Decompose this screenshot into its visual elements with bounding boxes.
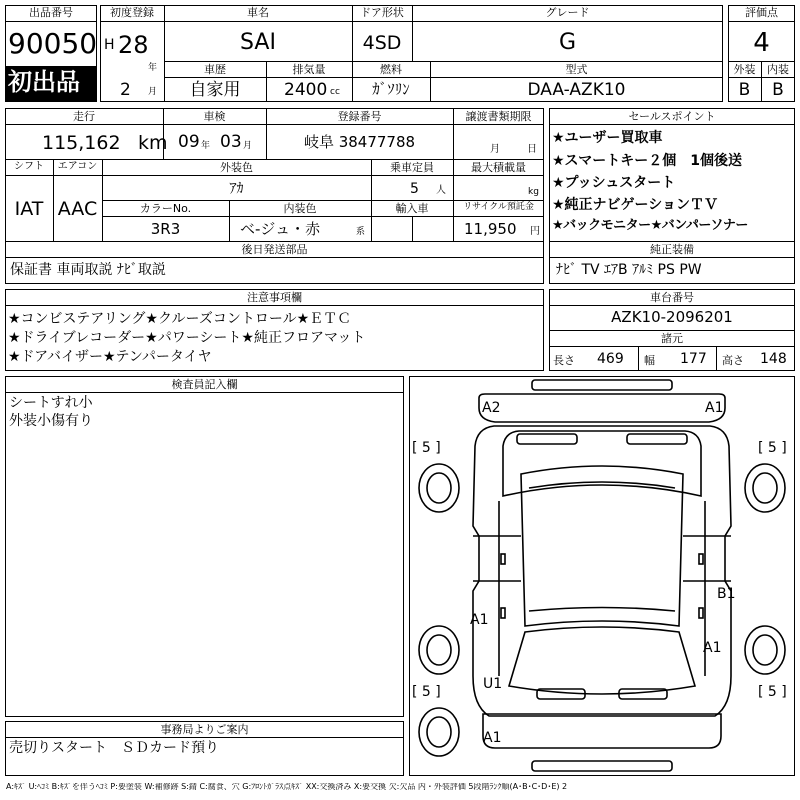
length: 469 — [597, 351, 624, 367]
wheel-rear-left-inner — [427, 635, 451, 665]
caution-line-1: ★コンビステアリング★クルーズコントロール★ＥＴＣ — [8, 311, 352, 327]
sales-line-5: ★バックモニター★バンパーソナー — [552, 218, 748, 233]
hood-outline — [503, 431, 701, 496]
interior-grade: B — [772, 80, 784, 100]
score: 4 — [753, 28, 770, 58]
wheel-front-left — [419, 464, 459, 512]
shift-label: シフト — [14, 161, 44, 172]
model: DAA-AZK10 — [527, 80, 626, 100]
rear-window-line — [529, 608, 675, 612]
mileage-label: 走行 — [73, 110, 95, 123]
inspection-label: 車検 — [203, 110, 226, 123]
caution-line-2: ★ドライブレコーダー★パワーシート★純正フロアマット — [8, 330, 366, 346]
capacity-label: 乗車定員 — [390, 161, 434, 174]
damage-mark-3: [ 5 ] — [412, 440, 441, 456]
load-label: 最大積載量 — [471, 161, 526, 174]
rear-bumper-shape — [483, 714, 721, 748]
damage-mark-10: [ 5 ] — [758, 684, 787, 700]
wheel-rear-right — [745, 626, 785, 674]
first-listing-label: 初出品 — [8, 68, 80, 96]
reg-year: 28 — [118, 31, 149, 59]
mileage-unit: km — [138, 132, 168, 154]
wheel-front-left-inner — [427, 473, 451, 503]
sales-label: セールスポイント — [628, 110, 716, 123]
spare-wheel-inner — [427, 717, 451, 747]
displacement-unit: cc — [330, 87, 340, 97]
door-label: ドア形状 — [360, 6, 404, 19]
history: 自家用 — [189, 80, 241, 100]
interior-label: 内装 — [767, 63, 789, 76]
damage-mark-5: A1 — [470, 612, 489, 628]
reg-year-unit: 年 — [148, 63, 158, 73]
roof-outline — [521, 466, 683, 626]
trunk-outline — [509, 627, 695, 694]
inspection-month: 03 — [220, 132, 242, 152]
int-color-label: 内装色 — [283, 202, 317, 215]
damage-mark-1: A2 — [482, 400, 501, 416]
handle-right-rear — [699, 608, 703, 618]
wheel-rear-left — [419, 626, 459, 674]
transfer-day: 日 — [527, 144, 537, 155]
grade: G — [558, 30, 577, 55]
inspection-year-unit: 年 — [201, 141, 211, 151]
front-bumper-outline — [532, 380, 672, 390]
history-label: 車歴 — [204, 63, 226, 76]
car-front-outline — [479, 394, 725, 422]
first-reg-label: 初度登録 — [110, 6, 154, 19]
displacement: 2400 — [284, 80, 328, 100]
recycle-unit: 円 — [530, 226, 540, 237]
width-label: 幅 — [644, 354, 655, 367]
exterior-grade: B — [738, 80, 751, 100]
wheel-rear-right-inner — [753, 635, 777, 665]
transfer-month: 月 — [490, 144, 500, 155]
width: 177 — [680, 351, 707, 367]
office-value: 売切りスタート ＳＤカード預り — [9, 740, 219, 756]
headlight-left — [517, 434, 577, 444]
handle-left-front — [501, 554, 505, 564]
load-unit: kg — [528, 187, 539, 197]
shift: IAT — [14, 198, 44, 220]
lot-label: 出品番号 — [29, 6, 73, 19]
chassis-label: 車台番号 — [650, 291, 694, 304]
car-name-label: 車名 — [247, 6, 269, 19]
displacement-label: 排気量 — [292, 63, 326, 76]
office-label: 事務局よりご案内 — [160, 723, 249, 736]
era: H — [104, 37, 115, 53]
lot-number: 90050 — [8, 27, 98, 60]
wheel-front-right-inner — [753, 473, 777, 503]
color-label: 外装色 — [220, 161, 253, 174]
fuel: ｶﾞｿﾘﾝ — [372, 80, 410, 98]
reg-month-unit: 月 — [148, 87, 158, 97]
inspector-line-1: シートすれ小 — [9, 395, 93, 411]
damage-mark-7: A1 — [703, 640, 722, 656]
recycle-label: リサイクル預託金 — [463, 202, 534, 212]
damage-mark-6: B1 — [717, 586, 736, 602]
fuel-label: 燃料 — [380, 63, 402, 76]
damage-mark-4: [ 5 ] — [758, 440, 787, 456]
int-color-suffix: 系 — [356, 227, 366, 237]
color: ｱｶ — [229, 181, 244, 197]
ac-label: エアコン — [57, 161, 98, 172]
inspector-label: 検査員記入欄 — [171, 378, 238, 391]
import-label: 輸入車 — [395, 202, 429, 215]
caution-line-3: ★ドアバイザー★テンパータイヤ — [8, 349, 212, 365]
damage-mark-2: A1 — [705, 400, 724, 416]
sales-line-1: ★ユーザー買取車 — [552, 130, 663, 146]
recycle: 11,950 — [464, 220, 517, 238]
length-label: 長さ — [553, 354, 575, 367]
model-label: 型式 — [565, 63, 588, 76]
later-parts-label: 後日発送部品 — [241, 243, 308, 256]
chassis-number: AZK10-2096201 — [611, 308, 733, 326]
color-no-label: カラーNo. — [139, 202, 192, 215]
exterior-label: 外装 — [733, 63, 756, 76]
grade-label: グレード — [545, 6, 590, 19]
capacity: 5 — [410, 181, 419, 197]
reg-month: 2 — [120, 80, 131, 100]
height-label: 高さ — [722, 354, 744, 367]
capacity-unit: 人 — [436, 185, 446, 196]
damage-mark-8: U1 — [483, 676, 503, 692]
later-parts: 保証書 車両取説 ﾅﾋﾞ取説 — [10, 262, 166, 278]
color-no: 3R3 — [150, 220, 181, 238]
sales-line-4: ★純正ナビゲーションＴＶ — [552, 197, 718, 213]
height: 148 — [760, 351, 787, 367]
wheel-front-right — [745, 464, 785, 512]
dims-label: 諸元 — [661, 332, 683, 345]
car-body-outline — [473, 426, 731, 716]
reg-no-label: 登録番号 — [337, 110, 382, 123]
rear-bumper-outline — [532, 761, 672, 771]
ac: AAC — [57, 198, 98, 220]
damage-mark-11: A1 — [483, 730, 502, 746]
transfer-label: 譲渡書類期限 — [465, 110, 532, 123]
inspection-month-unit: 月 — [243, 141, 253, 151]
equip-value: ﾅﾋﾞ TV ｴｱB ｱﾙﾐ PS PW — [556, 262, 702, 278]
headlight-right — [627, 434, 687, 444]
sales-line-3: ★プッシュスタート — [552, 175, 676, 191]
equip-label: 純正装備 — [650, 243, 694, 256]
handle-left-rear — [501, 608, 505, 618]
car-name: SAI — [240, 30, 276, 55]
inspection-year: 09 — [178, 132, 200, 152]
sales-line-2: ★スマートキー２個 1個後送 — [552, 153, 743, 169]
reg-no: 岐阜 38477788 — [303, 133, 416, 151]
damage-mark-9: [ 5 ] — [412, 684, 441, 700]
spare-wheel — [419, 708, 459, 756]
car-diagram — [409, 376, 795, 776]
score-label: 評価点 — [745, 6, 778, 19]
legend: A:ｷｽﾞ U:ﾍｺﾐ B:ｷｽﾞを伴うﾍｺﾐ P:要塗装 W:補修跡 S:錆 C:腐食、穴 G:ﾌﾛﾝﾄｶﾞﾗｽ点ｷｽﾞ XX:交換済み X:要交換 欠:欠品 内・外装評価 5段階ﾗﾝｸ順(A･B･C･D･E) 2 — [6, 783, 568, 791]
handle-right-front — [699, 554, 703, 564]
door-type: 4SD — [362, 32, 402, 54]
caution-label: 注意事項欄 — [247, 291, 302, 304]
mileage: 115,162 — [42, 132, 121, 154]
int-color: ベ-ジュ・赤 — [240, 220, 321, 238]
inspector-line-2: 外装小傷有り — [9, 413, 93, 429]
